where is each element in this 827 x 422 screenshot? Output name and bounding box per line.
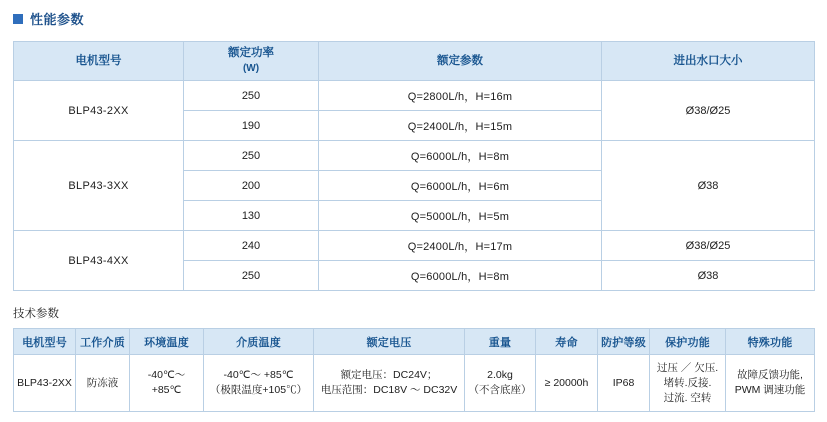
protect-line-2: 堵转.反接. xyxy=(663,376,712,389)
voltage-range: 电压范围：DC18V ～ DC32V xyxy=(320,384,458,396)
section-heading xyxy=(13,9,827,28)
cell-params: Q=6000L/h，H=8m xyxy=(319,141,602,171)
cell-params: Q=5000L/h，H=5m xyxy=(319,201,602,231)
tech-table xyxy=(13,328,815,412)
table-row xyxy=(14,355,815,412)
col-header-power xyxy=(184,42,319,81)
tech-col-header-protect-function: 保护功能 xyxy=(650,329,726,355)
tech-cell-ambient-temp: -40℃～ +85℃ xyxy=(130,355,204,412)
cell-model: BLP43-2XX xyxy=(14,81,184,141)
special-line-2: PWM 调速功能 xyxy=(734,384,806,396)
cell-params: Q=6000L/h，H=6m xyxy=(319,171,602,201)
page-root xyxy=(0,9,827,422)
cell-params: Q=6000L/h，H=8m xyxy=(319,261,602,291)
table-row xyxy=(14,81,815,111)
tech-col-header-model: 电机型号 xyxy=(14,329,76,355)
tech-cell-medium-temp xyxy=(204,355,314,412)
cell-params: Q=2400L/h，H=17m xyxy=(319,231,602,261)
tech-cell-voltage xyxy=(314,355,465,412)
tech-cell-protect-function xyxy=(650,355,726,412)
tech-col-header-medium-temp: 介质温度 xyxy=(204,329,314,355)
cell-port: Ø38/Ø25 xyxy=(602,231,815,261)
cell-model: BLP43-4XX xyxy=(14,231,184,291)
col-header-power-label: 额定功率 xyxy=(228,47,274,59)
protect-line-1: 过压 ／ 欠压. xyxy=(656,361,719,374)
cell-params: Q=2400L/h，H=15m xyxy=(319,111,602,141)
tech-cell-medium: 防冻液 xyxy=(76,355,130,412)
tech-cell-special-function xyxy=(726,355,815,412)
col-header-rated-params-label: 额定参数 xyxy=(437,54,483,67)
cell-port: Ø38 xyxy=(602,141,815,231)
tech-table-body xyxy=(14,355,815,412)
table-header-row xyxy=(14,329,815,355)
tech-col-header-protection-level: 防护等级 xyxy=(598,329,650,355)
tech-col-header-special-function: 特殊功能 xyxy=(726,329,815,355)
tech-col-header-medium: 工作介质 xyxy=(76,329,130,355)
cell-model: BLP43-3XX xyxy=(14,141,184,231)
cell-power: 250 xyxy=(184,141,319,171)
col-header-model-label: 电机型号 xyxy=(75,54,122,67)
cell-power: 250 xyxy=(184,81,319,111)
performance-table xyxy=(13,41,815,291)
tech-col-header-weight: 重量 xyxy=(465,329,536,355)
col-header-rated-params xyxy=(319,42,602,81)
cell-power: 130 xyxy=(184,201,319,231)
cell-port: Ø38/Ø25 xyxy=(602,81,815,141)
col-header-model xyxy=(14,42,184,81)
tech-col-header-ambient-temp: 环境温度 xyxy=(130,329,204,355)
performance-table-body xyxy=(14,81,815,291)
special-line-1: 故障反馈功能, xyxy=(737,369,803,381)
performance-table-container xyxy=(13,41,814,291)
cell-params: Q=2800L/h，H=16m xyxy=(319,81,602,111)
tech-table-header xyxy=(14,329,815,355)
col-header-port-size xyxy=(602,42,815,81)
section-bullet-icon xyxy=(13,14,23,24)
tech-spec-label: 技术参数 xyxy=(13,308,59,320)
cell-power: 190 xyxy=(184,111,319,141)
tech-cell-weight xyxy=(465,355,536,412)
tech-col-header-voltage: 额定电压 xyxy=(314,329,465,355)
page-title: 性能参数 xyxy=(30,12,85,27)
weight-value: 2.0kg xyxy=(487,369,513,381)
tech-col-header-life: 寿命 xyxy=(536,329,598,355)
cell-power: 240 xyxy=(184,231,319,261)
tech-cell-protection-level: IP68 xyxy=(598,355,650,412)
tech-table-container xyxy=(13,328,814,412)
col-header-power-unit: (W) xyxy=(242,63,260,74)
col-header-port-size-label: 进出水口大小 xyxy=(673,54,743,67)
tech-cell-model: BLP43-2XX xyxy=(14,355,76,412)
medium-temp-limit: （极限温度+105℃） xyxy=(209,384,308,396)
performance-table-header xyxy=(14,42,815,81)
cell-power: 200 xyxy=(184,171,319,201)
cell-port: Ø38 xyxy=(602,261,815,291)
table-header-row xyxy=(14,42,815,81)
medium-temp-range: -40℃～ +85℃ xyxy=(223,369,294,381)
weight-note: （不含底座） xyxy=(468,384,532,396)
cell-power: 250 xyxy=(184,261,319,291)
protect-line-3: 过流. 空转 xyxy=(663,391,712,404)
voltage-rated: 额定电压：DC24V； xyxy=(340,369,438,381)
table-row xyxy=(14,231,815,261)
table-row xyxy=(14,141,815,171)
tech-cell-life: ≥ 20000h xyxy=(536,355,598,412)
